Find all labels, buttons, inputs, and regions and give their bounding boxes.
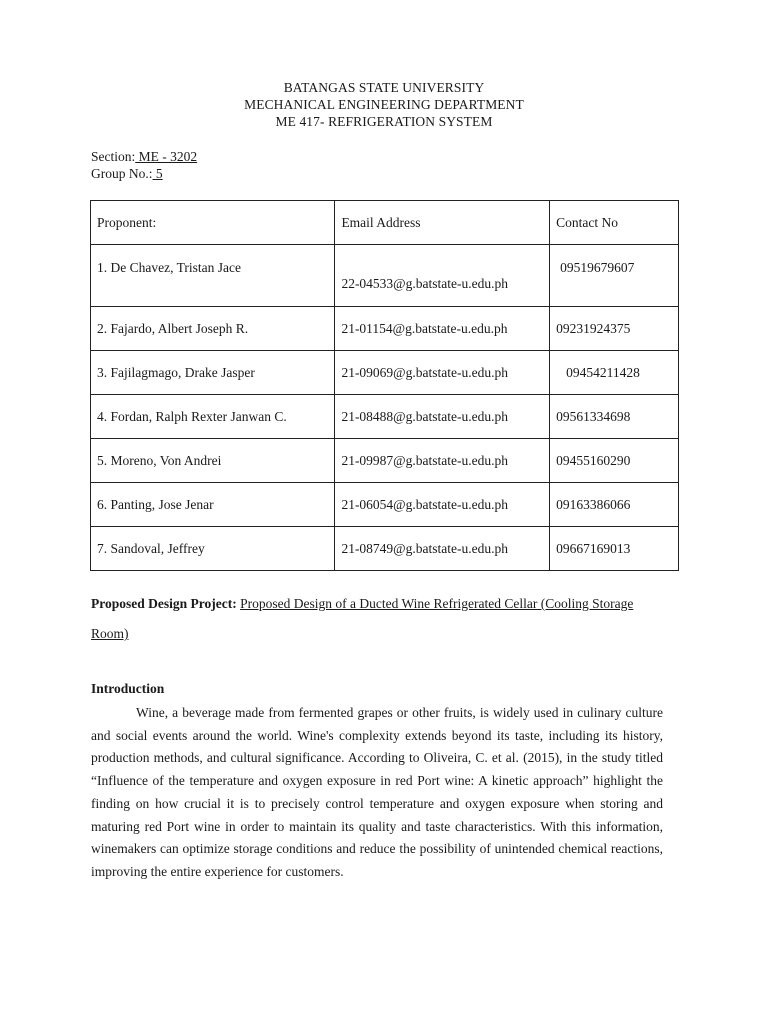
header-email: Email Address xyxy=(335,201,550,245)
proponent-email: 22-04533@g.batstate-u.edu.ph xyxy=(335,245,550,307)
header-contact: Contact No xyxy=(550,201,679,245)
proponent-phone: 09519679607 xyxy=(550,245,679,307)
proponent-phone: 09561334698 xyxy=(550,395,679,439)
proponent-phone: 09667169013 xyxy=(550,527,679,571)
table-row xyxy=(91,307,679,351)
proponent-phone: 09231924375 xyxy=(550,307,679,351)
introduction-heading: Introduction xyxy=(91,681,165,696)
proponents-table xyxy=(90,200,679,571)
proponent-name: 5. Moreno, Von Andrei xyxy=(91,439,335,483)
proposed-project xyxy=(91,589,671,649)
proponent-email: 21-09069@g.batstate-u.edu.ph xyxy=(335,351,550,395)
proponent-email: 21-08749@g.batstate-u.edu.ph xyxy=(335,527,550,571)
group-line xyxy=(91,165,197,182)
table-row xyxy=(91,395,679,439)
group-label: Group No.: xyxy=(91,166,153,181)
table-row xyxy=(91,245,679,307)
proponent-name: 4. Fordan, Ralph Rexter Janwan C. xyxy=(91,395,335,439)
table-row xyxy=(91,439,679,483)
proponent-email: 21-09987@g.batstate-u.edu.ph xyxy=(335,439,550,483)
table-row xyxy=(91,527,679,571)
project-label: Proposed Design Project: xyxy=(91,596,237,611)
proponent-phone: 09163386066 xyxy=(550,483,679,527)
proponent-phone: 09454211428 xyxy=(550,351,679,395)
proponent-name: 1. De Chavez, Tristan Jace xyxy=(91,245,335,307)
proponent-name: 2. Fajardo, Albert Joseph R. xyxy=(91,307,335,351)
project-title: Proposed Design of a Ducted Wine Refrigerated Cellar (Cooling Storage Room) xyxy=(91,596,634,641)
department-name: MECHANICAL ENGINEERING DEPARTMENT xyxy=(244,97,524,112)
group-value: 5 xyxy=(152,166,163,181)
table-row xyxy=(91,351,679,395)
introduction-paragraph: Wine, a beverage made from fermented grapes or other fruits, is widely used in culinary culture and social events around the world. Wine's complexity extends beyond its taste, including its history, production methods, and cultural significance. According to Oliveira, C. et al. (2015), in the study titled “Influence of the temperature and oxygen exposure in red Port wine: A kinetic approach” highlight the finding on how crucial it is to precisely control temperature and oxygen exposure when storing and maturing red Port wine in order to maintain its quality and taste characteristics. With this information, winemakers can optimize storage conditions and reduce the possibility of unintended chemical reactions, improving the entire experience for customers. xyxy=(91,705,663,879)
proponent-name: 3. Fajilagmago, Drake Jasper xyxy=(91,351,335,395)
proponent-email: 21-01154@g.batstate-u.edu.ph xyxy=(335,307,550,351)
section-line xyxy=(91,148,197,165)
proponent-name: 6. Panting, Jose Jenar xyxy=(91,483,335,527)
section-group-info xyxy=(91,148,197,182)
university-name: BATANGAS STATE UNIVERSITY xyxy=(283,80,485,95)
table-header-row xyxy=(91,201,679,245)
section-label: Section: xyxy=(91,149,136,164)
proponent-email: 21-08488@g.batstate-u.edu.ph xyxy=(335,395,550,439)
proponent-email: 21-06054@g.batstate-u.edu.ph xyxy=(335,483,550,527)
proponent-name: 7. Sandoval, Jeffrey xyxy=(91,527,335,571)
table-row xyxy=(91,483,679,527)
section-value: ME - 3202 xyxy=(135,149,198,164)
proponent-phone: 09455160290 xyxy=(550,439,679,483)
document-header xyxy=(0,79,768,130)
header-proponent: Proponent: xyxy=(91,201,335,245)
course-title: ME 417- REFRIGERATION SYSTEM xyxy=(275,114,493,129)
